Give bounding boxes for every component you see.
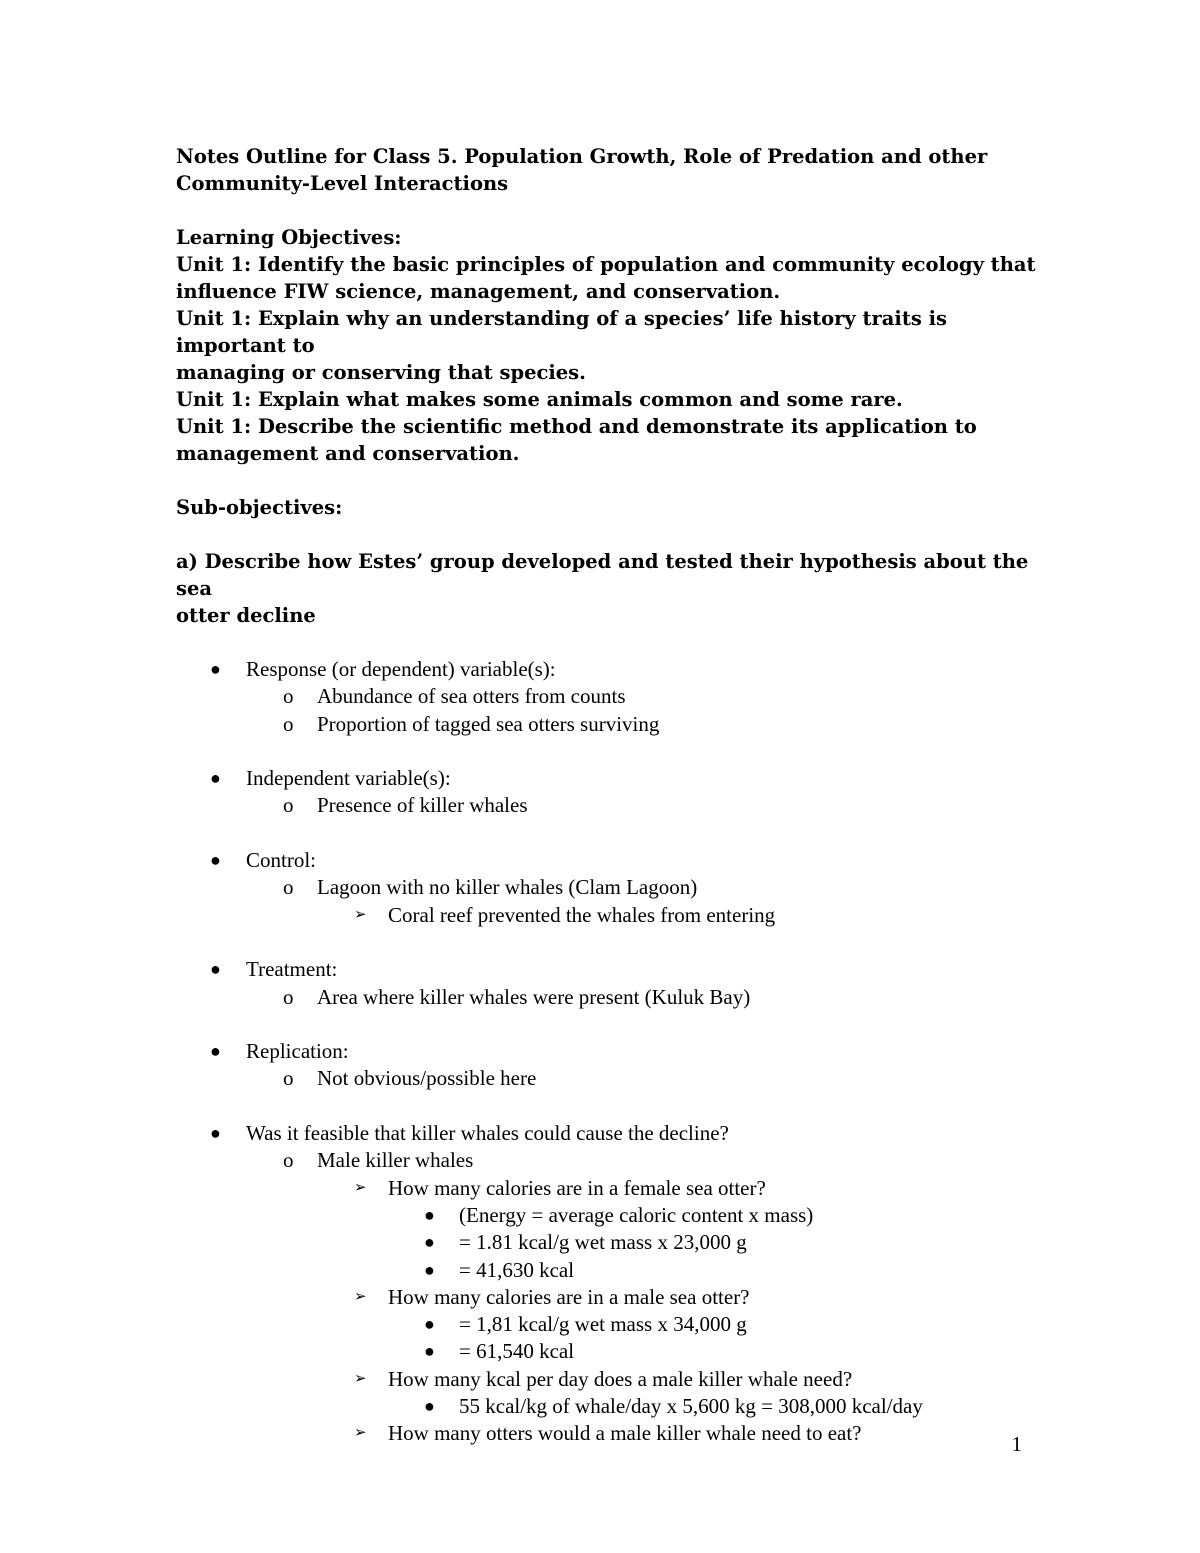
outline-detail: ● (Energy = average caloric content x mass)	[176, 1202, 1036, 1229]
arrow-bullet-icon: ➢	[354, 1179, 367, 1196]
circle-bullet-icon: o	[283, 684, 294, 709]
objective-line: Unit 1: Identify the basic principles of population and community ecology that	[176, 253, 1036, 276]
outline-subitem: o Not obvious/possible here	[176, 1065, 1036, 1092]
outline-subsubitem: ➢ How many kcal per day does a male killer whale need?	[176, 1366, 1036, 1393]
bullet-icon: ●	[210, 1123, 221, 1144]
arrow-bullet-icon: ➢	[354, 906, 367, 923]
outline-detail: ● 55 kcal/kg of whale/day x 5,600 kg = 308,000 kcal/day	[176, 1393, 1036, 1420]
circle-bullet-icon: o	[283, 793, 294, 818]
circle-bullet-icon: o	[283, 1148, 294, 1173]
outline-item-independent: ● Independent variable(s):	[176, 765, 1036, 792]
bullet-icon: ●	[210, 1041, 221, 1062]
bullet-icon: ●	[424, 1232, 435, 1253]
arrow-bullet-icon: ➢	[354, 1425, 367, 1442]
bullet-icon: ●	[210, 768, 221, 789]
outline-subsubitem: ➢ Coral reef prevented the whales from entering	[176, 902, 1036, 929]
bullet-icon: ●	[424, 1314, 435, 1335]
bullet-icon: ●	[424, 1341, 435, 1362]
outline-subitem: o Presence of killer whales	[176, 792, 1036, 819]
outline-item-control: ● Control:	[176, 847, 1036, 874]
outline-item-response: ● Response (or dependent) variable(s):	[176, 656, 1036, 683]
outline-subitem: o Lagoon with no killer whales (Clam Lagoon)	[176, 874, 1036, 901]
bullet-icon: ●	[210, 659, 221, 679]
bullet-icon: ●	[210, 959, 221, 980]
bullet-icon: ●	[424, 1396, 435, 1417]
document-title-line-2: Community-Level Interactions	[176, 172, 509, 195]
page-number: 1	[1011, 1432, 1022, 1456]
outline-subsubitem: ➢ How many otters would a male killer whale need to eat?	[176, 1420, 1036, 1447]
objective-line: influence FIW science, management, and conservation.	[176, 280, 781, 303]
outline-detail: ● = 41,630 kcal	[176, 1257, 1036, 1284]
sub-objectives-heading: Sub-objectives:	[176, 496, 343, 519]
objective-line: Unit 1: Explain what makes some animals common and some rare.	[176, 388, 903, 411]
outline-subitem: o Proportion of tagged sea otters surviving	[176, 711, 1036, 738]
outline-subitem: o Abundance of sea otters from counts	[176, 683, 1036, 710]
document-title-line-1: Notes Outline for Class 5. Population Growth, Role of Predation and other	[176, 145, 988, 168]
arrow-bullet-icon: ➢	[354, 1288, 367, 1305]
outline-subitem: o Male killer whales	[176, 1147, 1036, 1174]
document-body	[176, 143, 1036, 1448]
outline-subsubitem: ➢ How many calories are in a male sea otter?	[176, 1284, 1036, 1311]
sub-objective-a-line-1: a) Describe how Estes’ group developed and tested their hypothesis about the sea	[176, 550, 1029, 600]
outline-subsubitem: ➢ How many calories are in a female sea otter?	[176, 1175, 1036, 1202]
objective-line: managing or conserving that species.	[176, 361, 586, 384]
bullet-icon: ●	[424, 1204, 435, 1225]
circle-bullet-icon: o	[283, 1066, 294, 1091]
circle-bullet-icon: o	[283, 984, 294, 1009]
bullet-icon: ●	[424, 1259, 435, 1280]
outline-detail: ● = 1,81 kcal/g wet mass x 34,000 g	[176, 1311, 1036, 1338]
objective-line: Unit 1: Describe the scientific method and demonstrate its application to	[176, 415, 977, 438]
outline-item-feasibility: ● Was it feasible that killer whales could cause the decline?	[176, 1120, 1036, 1147]
outline-detail: ● = 61,540 kcal	[176, 1338, 1036, 1365]
sub-objective-a-line-2: otter decline	[176, 604, 316, 627]
outline-detail: ● = 1.81 kcal/g wet mass x 23,000 g	[176, 1229, 1036, 1256]
outline-subitem: o Area where killer whales were present (Kuluk Bay)	[176, 984, 1036, 1011]
objective-line: Unit 1: Explain why an understanding of a species’ life history traits is important to	[176, 307, 948, 357]
outline-item-treatment: ● Treatment:	[176, 956, 1036, 983]
learning-objectives-heading: Learning Objectives:	[176, 226, 402, 249]
circle-bullet-icon: o	[283, 875, 294, 900]
arrow-bullet-icon: ➢	[354, 1370, 367, 1387]
objective-line: management and conservation.	[176, 442, 520, 465]
outline-item-replication: ● Replication:	[176, 1038, 1036, 1065]
bullet-icon: ●	[210, 850, 221, 871]
circle-bullet-icon: o	[283, 711, 294, 736]
